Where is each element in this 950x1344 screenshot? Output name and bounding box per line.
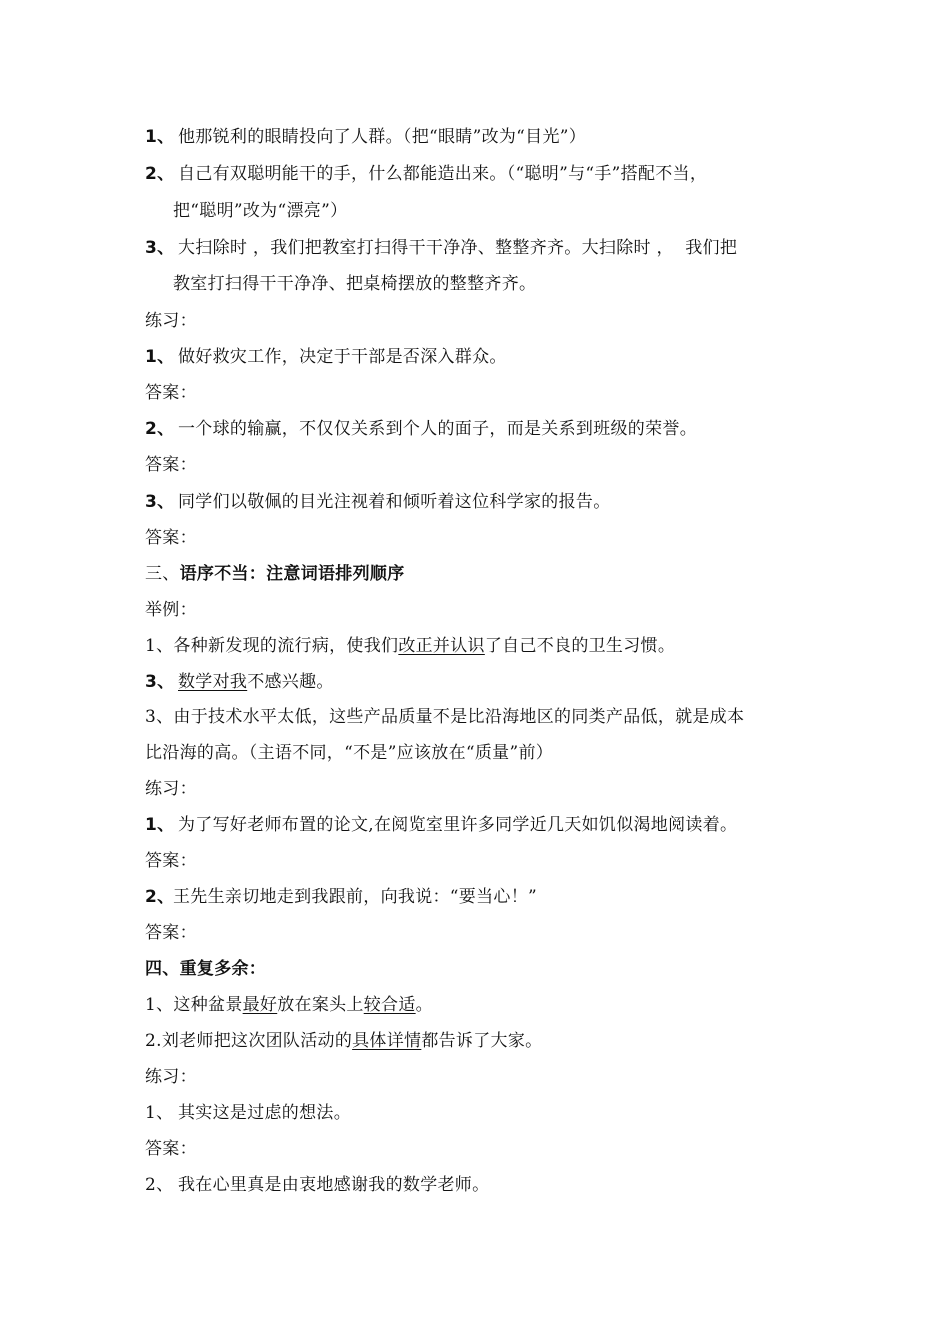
list-number: 2、 bbox=[145, 1175, 174, 1195]
list-number: 1、 bbox=[145, 815, 175, 835]
answer-label: 答案： bbox=[145, 1139, 197, 1159]
answer-label: 答案： bbox=[145, 455, 197, 475]
section-title: 语序不当：注意词语排列顺序 bbox=[179, 564, 405, 584]
text-line bbox=[145, 671, 334, 693]
text-line bbox=[173, 200, 347, 222]
line-text: 一个球的输赢，不仅仅关系到个人的面子，而是关系到班级的荣誉。 bbox=[178, 419, 697, 439]
list-number: 2、 bbox=[145, 419, 175, 439]
line-text: 他那锐利的眼睛投向了人群。（把“眼睛”改为“目光”） bbox=[178, 127, 587, 147]
text-line bbox=[173, 273, 536, 295]
section-number: 三、 bbox=[145, 564, 180, 584]
line-text: 自己有双聪明能干的手，什么都能造出来。（“聪明”与“手”搭配不当， bbox=[178, 164, 708, 184]
practice-label: 练习： bbox=[145, 311, 197, 331]
list-number: 1、 bbox=[145, 127, 175, 147]
underlined-text: 具体详情 bbox=[352, 1031, 422, 1051]
example-label: 举例： bbox=[145, 600, 197, 620]
line-text: 做好救灾工作，决定于干部是否深入群众。 bbox=[178, 347, 507, 367]
line-text: 同学们以敬佩的目光注视着和倾听着这位科学家的报告。 bbox=[178, 492, 611, 512]
practice-label: 练习： bbox=[145, 779, 197, 799]
list-number: 2、 bbox=[145, 164, 175, 184]
line-text: 我在心里真是由衷地感谢我的数学老师。 bbox=[178, 1175, 490, 1195]
text-line bbox=[145, 418, 697, 440]
underlined-text: 最好 bbox=[242, 995, 278, 1015]
line-text: 不感兴趣。 bbox=[247, 672, 334, 692]
line-text: 把“聪明”改为“漂亮”） bbox=[173, 201, 348, 221]
line-text: 其实这是过虑的想法。 bbox=[178, 1103, 351, 1123]
underlined-text: 改正并认识 bbox=[398, 636, 485, 656]
line-text: 放在案头上 bbox=[277, 995, 364, 1015]
text-line bbox=[145, 635, 675, 657]
line-text: 1、这种盆景 bbox=[145, 995, 243, 1015]
text-line bbox=[145, 1030, 542, 1052]
text-line bbox=[145, 994, 433, 1016]
text-line bbox=[145, 163, 707, 185]
text-line: 3、由于技术水平太低，这些产品质量不是比沿海地区的同类产品低，就是成本 bbox=[145, 707, 745, 727]
line-text: 。 bbox=[415, 995, 433, 1015]
text-line bbox=[145, 491, 611, 513]
answer-label: 答案： bbox=[145, 383, 197, 403]
list-number: 2、 bbox=[145, 887, 175, 907]
answer-label: 答案： bbox=[145, 851, 197, 871]
section-heading: 四、重复多余： bbox=[145, 959, 267, 979]
underlined-text: 较合适 bbox=[363, 995, 416, 1015]
section-heading bbox=[145, 563, 405, 585]
text-line bbox=[145, 886, 537, 908]
text-line bbox=[145, 126, 586, 148]
list-number: 3、 bbox=[145, 238, 175, 258]
line-text: 大扫除时 ，我们把教室打扫得干干净净、整整齐齐。大扫除时 ， 我们把 bbox=[178, 238, 738, 258]
practice-label: 练习： bbox=[145, 1067, 197, 1087]
text-line bbox=[145, 237, 737, 259]
line-text: 都告诉了大家。 bbox=[421, 1031, 543, 1051]
line-text: 为了写好老师布置的论文,在阅览室里许多同学近几天如饥似渴地阅读着。 bbox=[178, 815, 738, 835]
underlined-text: 数学对我 bbox=[178, 672, 248, 692]
text-line bbox=[145, 814, 737, 836]
list-number: 1、 bbox=[145, 347, 175, 367]
text-line: 比沿海的高。（主语不同，“不是”应该放在“质量”前） bbox=[145, 743, 554, 763]
line-text: 1、各种新发现的流行病，使我们 bbox=[145, 636, 399, 656]
answer-label: 答案： bbox=[145, 923, 197, 943]
line-text: 王先生亲切地走到我跟前，向我说：“要当心！” bbox=[173, 887, 537, 907]
text-line bbox=[145, 1174, 489, 1196]
line-text: 了自己不良的卫生习惯。 bbox=[484, 636, 676, 656]
line-text: 2.刘老师把这次团队活动的 bbox=[145, 1031, 353, 1051]
list-number: 3、 bbox=[145, 492, 175, 512]
text-line bbox=[145, 1102, 351, 1124]
answer-label: 答案： bbox=[145, 528, 197, 548]
list-number: 3、 bbox=[145, 672, 175, 692]
list-number: 1、 bbox=[145, 1103, 174, 1123]
line-text: 教室打扫得干干净净、把桌椅摆放的整整齐齐。 bbox=[173, 274, 537, 294]
text-line bbox=[145, 346, 507, 368]
